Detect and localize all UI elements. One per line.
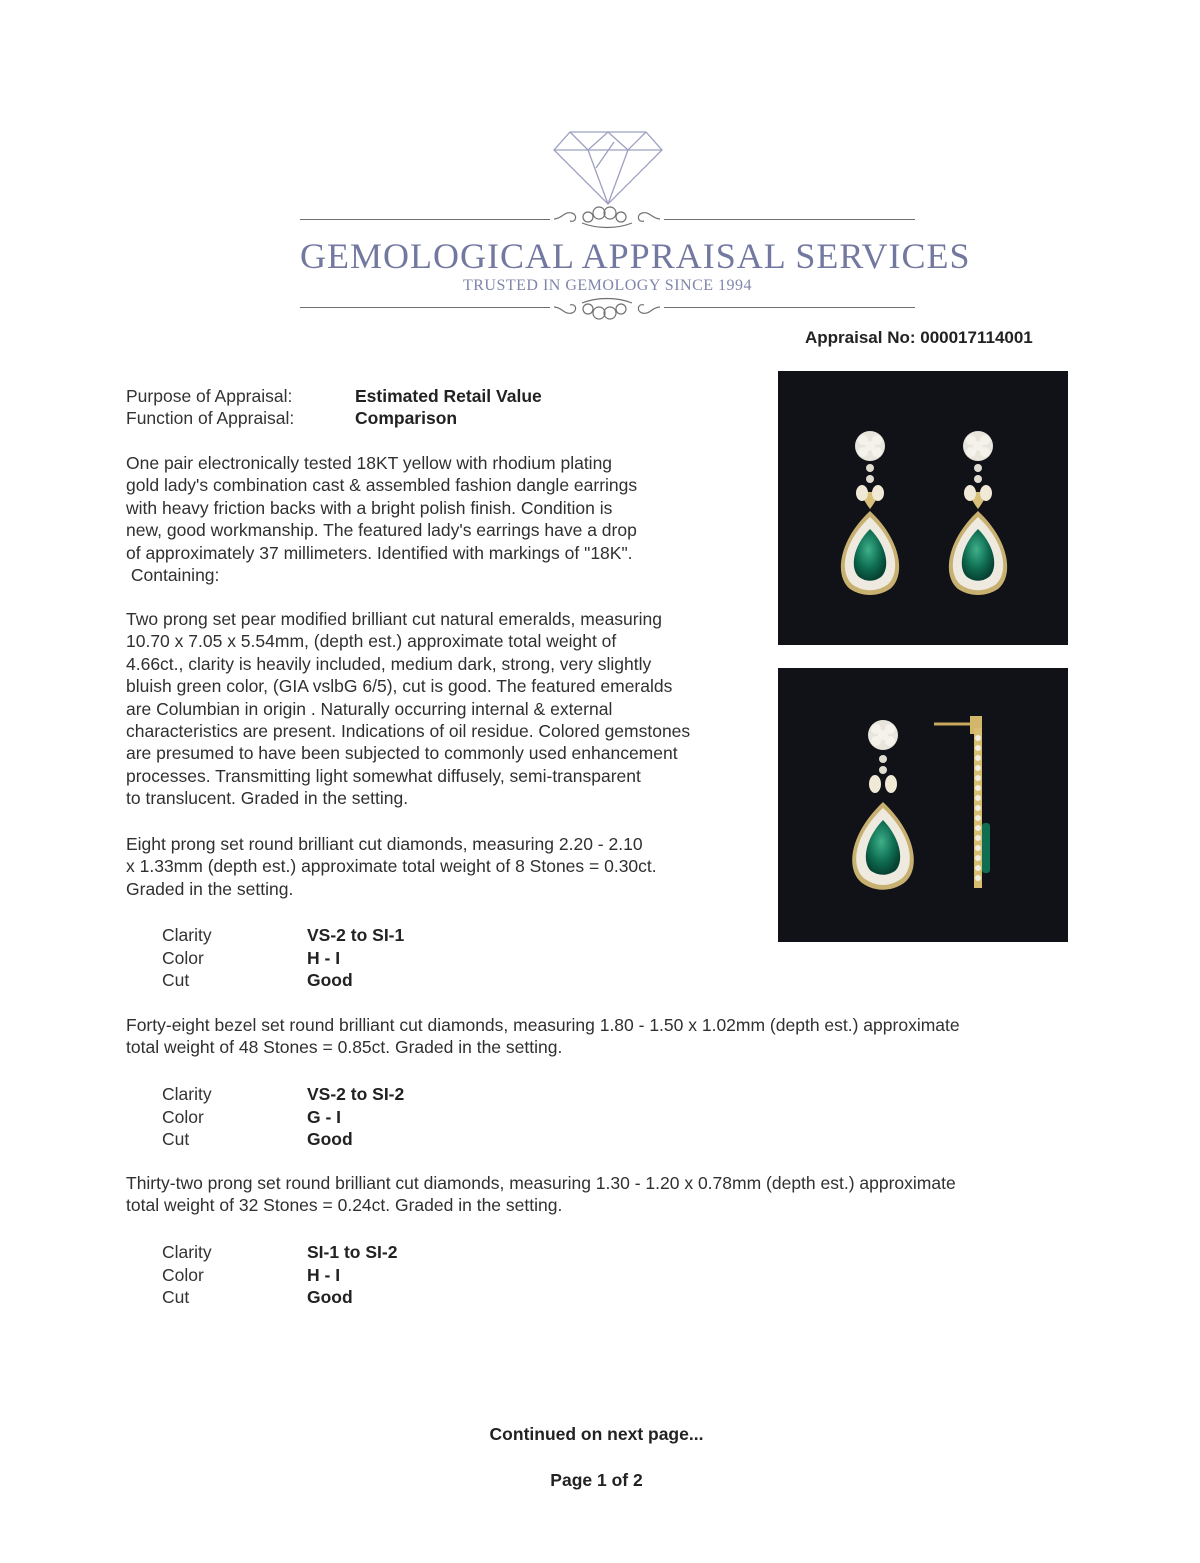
emerald-line: 4.66ct., clarity is heavily included, medium dark, strong, very slightly — [126, 653, 652, 674]
diamonds-8-description — [126, 833, 657, 900]
company-name: GEMOLOGICAL APPRAISAL SERVICES — [300, 236, 971, 276]
diamonds-32-line: Thirty-two prong set round brilliant cut diamonds, measuring 1.30 - 1.20 x 0.78mm (depth est.) approximate — [126, 1173, 956, 1193]
color-label: Color — [162, 1264, 204, 1285]
emerald-line: bluish green color, (GIA vslbG 6/5), cut is good. The featured emeralds — [126, 676, 673, 697]
grade-row — [162, 1083, 404, 1106]
divider-top-left — [300, 219, 550, 220]
description-line: new, good workmanship. The featured lady's earrings have a drop — [126, 520, 637, 541]
divider-top-right — [664, 219, 915, 220]
diamonds-8-line: Graded in the setting. — [126, 878, 294, 899]
purpose-row — [126, 385, 542, 407]
diamonds-48-grades — [162, 1083, 404, 1151]
diamonds-48-description — [126, 1014, 960, 1059]
emerald-line: processes. Transmitting light somewhat diffusely, semi-transparent — [126, 765, 641, 786]
emerald-line: to translucent. Graded in the setting. — [126, 788, 409, 809]
clarity-label: Clarity — [162, 925, 212, 945]
diamonds-32-grades — [162, 1241, 397, 1309]
cut-label: Cut — [162, 1129, 190, 1149]
emerald-line: are Columbian in origin . Naturally occurring internal & external — [126, 698, 613, 719]
clarity-value: VS-2 to SI-1 — [307, 925, 405, 945]
flourish-top-icon — [552, 205, 662, 231]
cut-label: Cut — [162, 970, 190, 990]
color-label: Color — [162, 1106, 204, 1127]
cut-value: Good — [307, 1287, 353, 1307]
divider-bottom-right — [664, 307, 915, 308]
grade-row — [162, 1264, 397, 1287]
cut-value: Good — [307, 1129, 353, 1149]
function-label: Function of Appraisal: — [126, 408, 295, 428]
diamonds-8-line: Eight prong set round brilliant cut diamonds, measuring 2.20 - 2.10 — [126, 834, 643, 854]
description-line: with heavy friction backs with a bright polish finish. Condition is — [126, 497, 613, 518]
appraisal-number: Appraisal No: 000017114001 — [805, 328, 1033, 347]
grade-row — [162, 1106, 404, 1129]
emerald-line: Two prong set pear modified brilliant cut natural emeralds, measuring — [126, 609, 662, 629]
appraisal-meta — [126, 385, 542, 429]
divider-bottom-left — [300, 307, 550, 308]
color-label: Color — [162, 947, 204, 968]
description-line: of approximately 37 millimeters. Identified with markings of "18K". — [126, 542, 633, 563]
color-value: H - I — [307, 947, 341, 968]
diamonds-32-description — [126, 1172, 956, 1217]
cut-label: Cut — [162, 1287, 190, 1307]
letterhead — [300, 205, 971, 335]
page-number: Page 1 of 2 — [550, 1470, 643, 1490]
grade-row — [162, 1241, 397, 1264]
earrings-front-photo — [778, 371, 1068, 645]
diamonds-32-line: total weight of 32 Stones = 0.24ct. Graded in the setting. — [126, 1195, 563, 1216]
flourish-bottom-icon — [552, 295, 662, 323]
clarity-label: Clarity — [162, 1084, 212, 1104]
emerald-line: 10.70 x 7.05 x 5.54mm, (depth est.) approximate total weight of — [126, 631, 617, 652]
color-value: G - I — [307, 1106, 342, 1127]
diamonds-48-line: total weight of 48 Stones = 0.85ct. Graded in the setting. — [126, 1037, 563, 1058]
item-description — [126, 452, 637, 586]
grade-row — [162, 947, 404, 970]
purpose-value: Estimated Retail Value — [355, 386, 542, 406]
emerald-line: characteristics are present. Indications of oil residue. Colored gemstones — [126, 721, 691, 742]
function-row — [126, 407, 542, 429]
diamonds-8-grades — [162, 924, 404, 992]
diamonds-48-line: Forty-eight bezel set round brilliant cut diamonds, measuring 1.80 - 1.50 x 1.02mm (depth est.) approximate — [126, 1015, 960, 1035]
color-value: H - I — [307, 1264, 341, 1285]
purpose-label: Purpose of Appraisal: — [126, 386, 293, 406]
grade-row — [162, 1286, 397, 1309]
clarity-label: Clarity — [162, 1242, 212, 1262]
earrings-side-photo — [778, 668, 1068, 942]
grade-row — [162, 969, 404, 992]
description-line: Containing: — [126, 565, 220, 586]
description-line: One pair electronically tested 18KT yellow with rhodium plating — [126, 453, 613, 473]
continued-note: Continued on next page... — [489, 1424, 704, 1444]
grade-row — [162, 1128, 404, 1151]
emerald-line: are presumed to have been subjected to commonly used enhancement — [126, 743, 678, 764]
grade-row — [162, 924, 404, 947]
emerald-description — [126, 608, 690, 810]
clarity-value: SI-1 to SI-2 — [307, 1242, 398, 1262]
clarity-value: VS-2 to SI-2 — [307, 1084, 405, 1104]
company-tagline: TRUSTED IN GEMOLOGY SINCE 1994 — [462, 277, 753, 294]
diamonds-8-line: x 1.33mm (depth est.) approximate total weight of 8 Stones = 0.30ct. — [126, 856, 657, 877]
cut-value: Good — [307, 970, 353, 990]
diamond-logo-icon — [548, 128, 668, 208]
description-line: gold lady's combination cast & assembled fashion dangle earrings — [126, 475, 638, 496]
function-value: Comparison — [355, 408, 458, 428]
